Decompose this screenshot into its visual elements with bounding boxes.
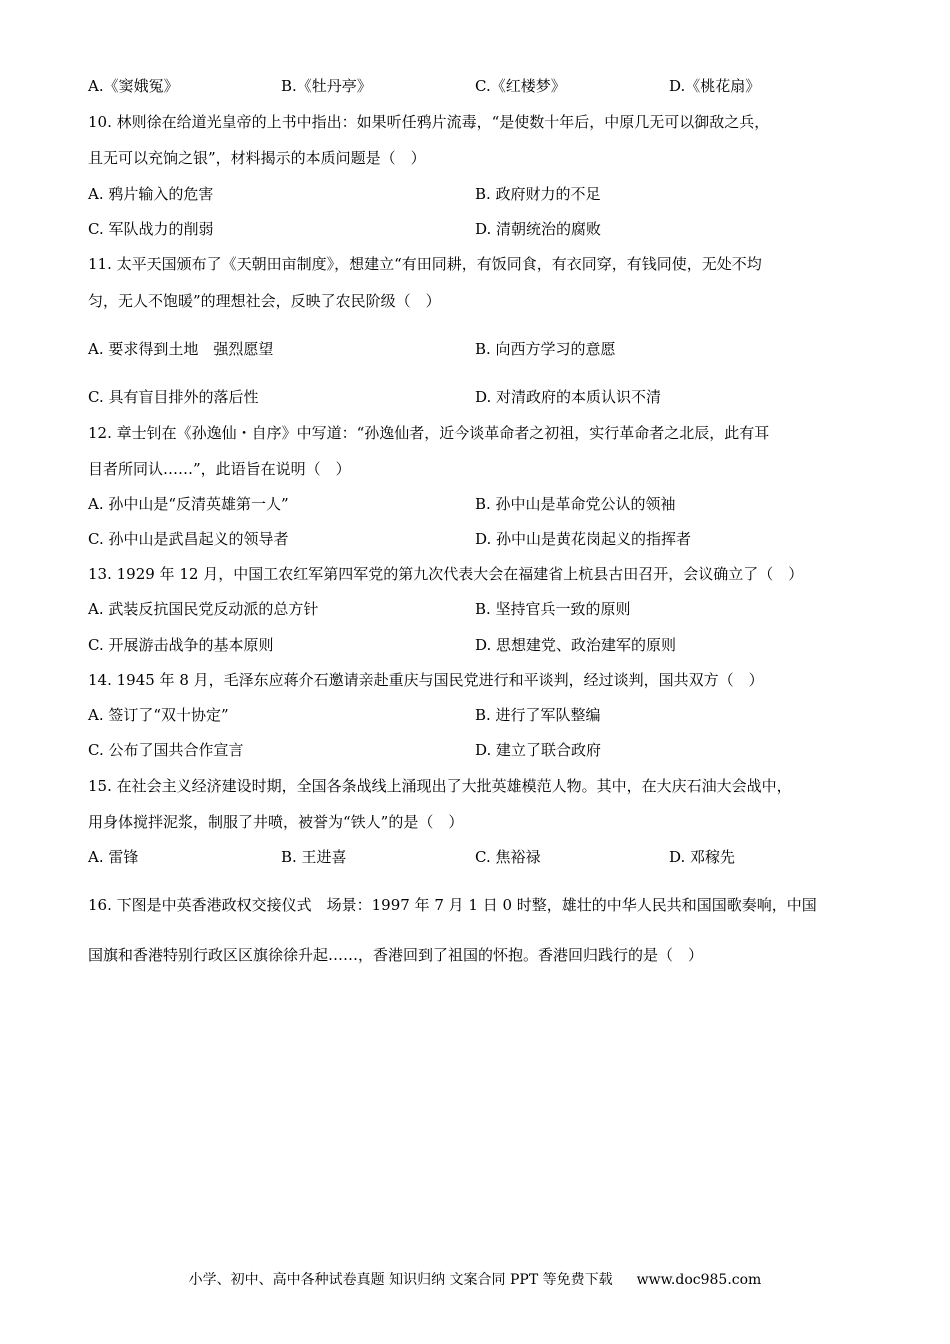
q15-stem-line-2: 用身体搅拌泥浆，制服了井喷，被誉为“铁人”的是（ ）: [88, 813, 464, 831]
q13-option-a: A. 武装反抗国民党反动派的总方针: [88, 600, 319, 618]
q14-stem-line-1: 14. 1945 年 8 月，毛泽东应蒋介石邀请亲赴重庆与国民党进行和平谈判，经过谈判，国共双方（ ）: [88, 671, 764, 689]
q14-option-c: C. 公布了国共合作宣言: [88, 741, 244, 759]
q12-option-b: B. 孙中山是革命党公认的领袖: [475, 495, 676, 513]
q9-option-d: D.《桃花扇》: [669, 77, 761, 95]
q12-options-row-1: [88, 494, 878, 514]
q14-option-a: A. 签订了“双十协定”: [88, 706, 229, 724]
q14-option-b: B. 进行了军队整编: [475, 706, 601, 724]
q11-option-c: C. 具有盲目排外的落后性: [88, 388, 259, 406]
q11-options-row-2: [88, 387, 878, 407]
q10-options-row-2: [88, 219, 878, 239]
q13-option-b: B. 坚持官兵一致的原则: [475, 600, 631, 618]
q12-options-row-2: [88, 529, 878, 549]
q13-stem-line-1: 13. 1929 年 12 月，中国工农红军第四军党的第九次代表大会在福建省上杭县古田召开，会议确立了（ ）: [88, 565, 804, 583]
q14-options-row-2: [88, 740, 878, 760]
q12-option-a: A. 孙中山是“反清英雄第一人”: [88, 495, 289, 513]
q11-option-b: B. 向西方学习的意愿: [475, 340, 616, 358]
q11-option-d: D. 对清政府的本质认识不清: [475, 388, 662, 406]
q15-option-d: D. 邓稼先: [669, 848, 736, 866]
q10-stem-line-2: 且无可以充饷之银”，材料揭示的本质问题是（ ）: [88, 149, 426, 167]
q12-stem-line-1: 12. 章士钊在《孙逸仙・自序》中写道：“孙逸仙者，近今谈革命者之初祖，实行革命者之北辰，此有耳: [88, 424, 770, 442]
page-footer: [0, 1270, 950, 1290]
q15-option-b: B. 王进喜: [281, 848, 347, 866]
q13-options-row-1: [88, 599, 878, 619]
q9-options: [88, 76, 878, 96]
q11-stem-line-1: 11. 太平天国颁布了《天朝田亩制度》，想建立“有田同耕，有饭同食，有衣同穿，有钱同使，无处不均: [88, 255, 762, 273]
q12-stem-line-2: 目者所同认……”，此语旨在说明（ ）: [88, 460, 351, 478]
q15-options: [88, 847, 878, 867]
q13-option-c: C. 开展游击战争的基本原则: [88, 636, 274, 654]
q13-options-row-2: [88, 635, 878, 655]
q9-option-a: A.《窦娥冤》: [88, 77, 179, 95]
q14-options-row-1: [88, 705, 878, 725]
footer-text: 小学、初中、高中各种试卷真题 知识归纳 文案合同 PPT 等免费下载: [188, 1272, 613, 1288]
footer-url[interactable]: www.doc985.com: [636, 1272, 762, 1288]
q15-option-c: C. 焦裕禄: [475, 848, 541, 866]
q11-option-a: A. 要求得到土地 强烈愿望: [88, 340, 274, 358]
q10-stem-line-1: 10. 林则徐在给道光皇帝的上书中指出：如果听任鸦片流毒，“是使数十年后，中原几无可以御敌之兵，: [88, 113, 770, 131]
q10-option-b: B. 政府财力的不足: [475, 185, 601, 203]
q16-stem-line-1: 16. 下图是中英香港政权交接仪式 场景：1997 年 7 月 1 日 0 时整，雄壮的中华人民共和国国歌奏响，中国: [88, 896, 817, 914]
q9-option-b: B.《牡丹亭》: [281, 77, 372, 95]
q13-option-d: D. 思想建党、政治建军的原则: [475, 636, 677, 654]
q15-stem-line-1: 15. 在社会主义经济建设时期，全国各条战线上涌现出了大批英雄模范人物。其中，在大庆石油大会战中，: [88, 777, 792, 795]
q15-option-a: A. 雷锋: [88, 848, 139, 866]
q12-option-c: C. 孙中山是武昌起义的领导者: [88, 530, 289, 548]
q10-option-a: A. 鸦片输入的危害: [88, 185, 214, 203]
q9-option-c: C.《红楼梦》: [475, 77, 566, 95]
q11-options-row-1: [88, 339, 878, 359]
q11-stem-line-2: 匀，无人不饱暖”的理想社会，反映了农民阶级（ ）: [88, 292, 441, 310]
q12-option-d: D. 孙中山是黄花岗起义的指挥者: [475, 530, 692, 548]
q10-option-d: D. 清朝统治的腐败: [475, 220, 602, 238]
q10-option-c: C. 军队战力的削弱: [88, 220, 214, 238]
q10-options-row-1: [88, 184, 878, 204]
q14-option-d: D. 建立了联合政府: [475, 741, 602, 759]
q16-stem-line-2: 国旗和香港特别行政区区旗徐徐升起……，香港回到了祖国的怀抱。香港回归践行的是（ ）: [88, 946, 704, 964]
